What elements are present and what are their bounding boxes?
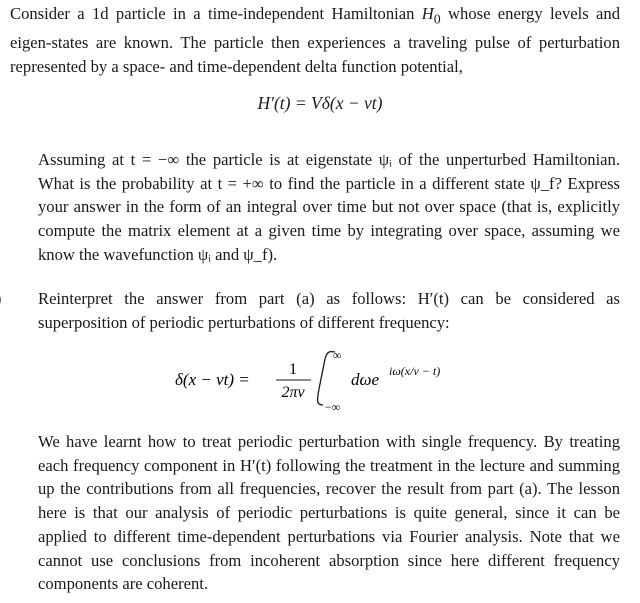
eq2-frac-den: 2πv	[281, 384, 305, 401]
eq2-exponent: iω(x/v − t)	[389, 364, 441, 378]
closing-paragraph: We have learnt how to treat periodic perturbation with single frequency. By treating each frequency component in H′(t) following the treatment in the lecture and summing up the contributions from all frequencies, recover the result from part (a). The lesson here is that our analysis of periodic perturbations is quite general, since it can be applied to different time-dependent perturbations via Fourier analysis. Note that we cannot use conclusions from incoherent absorption since here different frequency components are coherent.	[38, 432, 620, 594]
part-b-label	[10, 287, 38, 311]
fourier-equation-svg	[175, 345, 515, 415]
eq2-lhs: δ(x − vt) =	[175, 370, 250, 389]
intro-paragraph	[10, 2, 620, 78]
intro-text-1: Consider a 1d particle in a time-independent Hamiltonian	[10, 4, 422, 23]
eq2-lower-limit: −∞	[325, 400, 341, 414]
hamiltonian-symbol: H	[421, 4, 434, 23]
hamiltonian-subscript: 0	[433, 11, 441, 27]
part-a-paragraph	[10, 148, 620, 267]
eq2-frac-num: 1	[289, 361, 297, 378]
perturbation-equation: H′(t) = Vδ(x − vt)	[257, 93, 383, 113]
part-a-text: Assuming at t = −∞ the particle is at eigenstate ψᵢ of the unperturbed Hamiltonian. What is the probability at t = +∞ to find the particle in a different state ψ_f? Express your answer in the form of an integral over time but not over space (that is, explicitly compute the matrix element at a given time by integrating over space, assuming we know the wavefunction ψᵢ and ψ_f).	[38, 150, 620, 264]
part-a-label	[10, 148, 38, 172]
fourier-equation	[175, 345, 515, 415]
part-b-paragraph	[10, 287, 620, 334]
intro-text-2: whose energy levels and eigen-states are known. The particle then experiences a traveling pulse of perturbation represented by a space- and time-dependent delta function potential,	[10, 4, 620, 76]
eq2-body: dωe	[351, 370, 380, 389]
eq2-upper-limit: ∞	[333, 348, 342, 362]
part-b-text: Reinterpret the answer from part (a) as follows: H′(t) can be considered as superposition of periodic perturbations of different frequency:	[38, 289, 620, 332]
